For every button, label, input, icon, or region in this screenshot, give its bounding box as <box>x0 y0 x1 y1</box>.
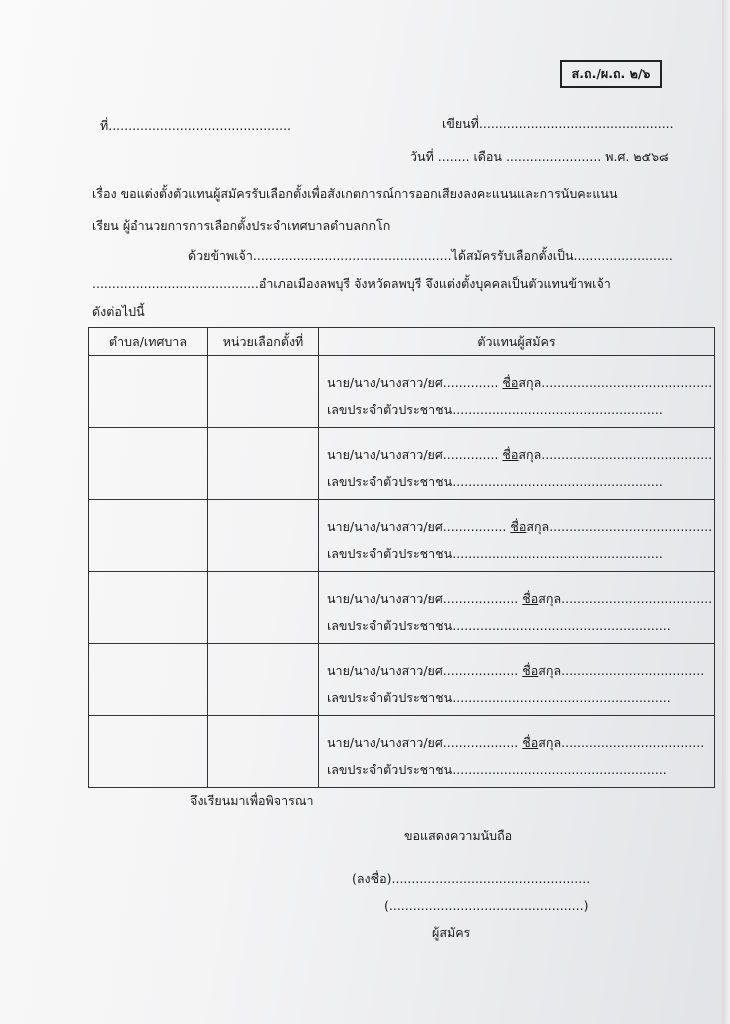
surname-field: สกุล.................................... <box>538 663 705 678</box>
first-name-label: ชื่อ <box>522 591 539 606</box>
polling-unit-cell <box>208 572 319 644</box>
representative-table <box>88 327 715 788</box>
polling-unit-cell <box>208 644 319 716</box>
title-field: นาย/นาง/นางสาว/ยศ................ <box>327 519 507 534</box>
table-row <box>89 428 715 500</box>
first-name-label: ชื่อ <box>510 519 527 534</box>
id-number-field: เลขประจำตัวประชาชน..................................................... <box>327 546 663 561</box>
id-number-field: เลขประจำตัวประชาชน....................................................... <box>327 690 671 705</box>
surname-field: สกุล........................................... <box>518 447 713 462</box>
body-line-1: ด้วยข้าพเจ้า..................................................ได้สมัครรับเลือกตั้งเป็น......................... <box>188 248 673 263</box>
title-field: นาย/นาง/นางสาว/ยศ................... <box>327 663 519 678</box>
first-name-label: ชื่อ <box>502 447 519 462</box>
polling-unit-cell <box>208 716 319 788</box>
signature-line: (ลงชื่อ).................................................. <box>352 871 591 886</box>
representative-cell <box>319 644 715 716</box>
representative-name-line <box>327 445 714 472</box>
column-header-polling-unit: หน่วยเลือกตั้งที่ <box>208 328 319 356</box>
first-name-label: ชื่อ <box>522 663 539 678</box>
surname-field: สกุล......................................... <box>526 519 713 534</box>
first-name-label: ชื่อ <box>522 735 539 750</box>
representative-name-line <box>327 373 714 400</box>
title-field: นาย/นาง/นางสาว/ยศ.............. <box>327 447 499 462</box>
subdistrict-cell <box>89 716 208 788</box>
table-row <box>89 716 715 788</box>
polling-unit-cell <box>208 500 319 572</box>
closing-request: จึงเรียนมาเพื่อพิจารณา <box>190 793 314 808</box>
surname-field: สกุล........................................... <box>518 375 713 390</box>
subdistrict-cell <box>89 500 208 572</box>
table-row <box>89 572 715 644</box>
page-edge <box>722 0 730 1024</box>
date-line: วันที่ ........ เดือน ........................ พ.ศ. ๒๕๖๘ <box>410 149 669 164</box>
id-number-field: เลขประจำตัวประชาชน....................................................... <box>327 618 671 633</box>
representative-cell <box>319 572 715 644</box>
table-header-row <box>89 328 715 356</box>
subdistrict-cell <box>89 572 208 644</box>
form-code-box <box>560 60 662 88</box>
surname-field: สกุล.................................... <box>538 735 705 750</box>
polling-unit-cell <box>208 428 319 500</box>
reference-number-field: ที่.............................................. <box>100 118 292 133</box>
table-row <box>89 356 715 428</box>
subdistrict-cell <box>89 356 208 428</box>
closing-regards: ขอแสดงความนับถือ <box>404 828 513 843</box>
representative-name-line <box>327 733 714 760</box>
representative-name-line <box>327 661 714 688</box>
column-header-representative: ตัวแทนผู้สมัคร <box>319 328 715 356</box>
subdistrict-cell <box>89 428 208 500</box>
representative-name-line <box>327 589 714 616</box>
id-number-field: เลขประจำตัวประชาชน..................................................... <box>327 474 663 489</box>
representative-cell <box>319 428 715 500</box>
body-line-2: ..........................................อำเภอเมืองลพบุรี จังหวัดลพบุรี จึงแต่งตั้งบุคคลเป็นตัวแทนข้าพเจ้า <box>92 276 611 291</box>
table-row <box>89 644 715 716</box>
representative-cell <box>319 500 715 572</box>
representative-cell <box>319 716 715 788</box>
title-field: นาย/นาง/นางสาว/ยศ................... <box>327 735 519 750</box>
surname-field: สกุล...................................... <box>538 591 713 606</box>
title-field: นาย/นาง/นางสาว/ยศ................... <box>327 591 519 606</box>
id-number-field: เลขประจำตัวประชาชน...................................................... <box>327 762 667 777</box>
id-number-field: เลขประจำตัวประชาชน..................................................... <box>327 402 663 417</box>
column-header-subdistrict: ตำบล/เทศบาล <box>89 328 208 356</box>
polling-unit-cell <box>208 356 319 428</box>
signer-role: ผู้สมัคร <box>432 925 471 940</box>
subject-line: เรื่อง ขอแต่งตั้งตัวแทนผู้สมัครรับเลือกตั้งเพื่อสังเกตการณ์การออกเสียงลงคะแนนและการนับคะแนน <box>92 186 618 201</box>
written-at-field: เขียนที่................................................. <box>442 116 674 131</box>
body-line-3: ดังต่อไปนี้ <box>92 304 145 319</box>
table-row <box>89 500 715 572</box>
recipient-line: เรียน ผู้อำนวยการการเลือกตั้งประจำเทศบาลตำบลกกโก <box>92 218 391 233</box>
first-name-label: ชื่อ <box>502 375 519 390</box>
subdistrict-cell <box>89 644 208 716</box>
title-field: นาย/นาง/นางสาว/ยศ.............. <box>327 375 499 390</box>
representative-name-line <box>327 517 714 544</box>
representative-cell <box>319 356 715 428</box>
printed-name-line: (.................................................) <box>384 898 589 913</box>
form-code: ส.ถ./ผ.ถ. ๒/๖ <box>571 66 651 81</box>
